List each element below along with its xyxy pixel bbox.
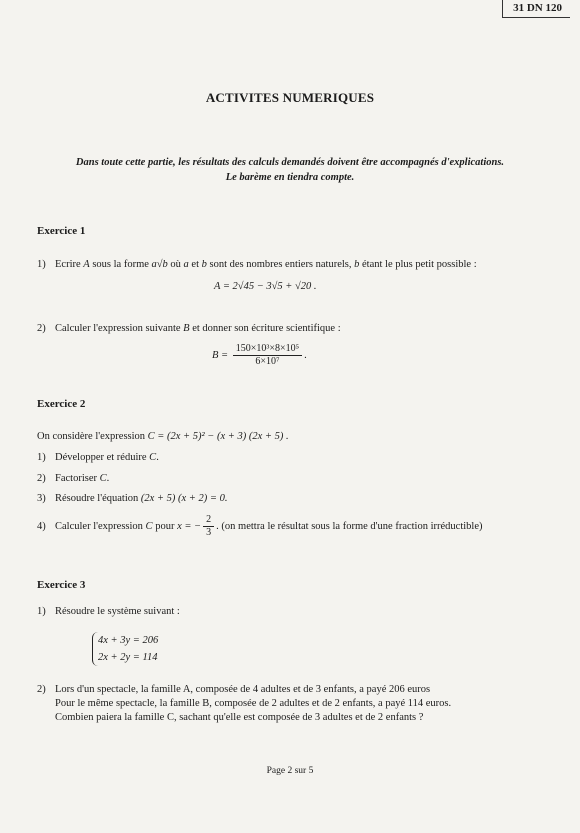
fraction-numerator: 2 <box>203 514 214 527</box>
ex3-question-2-line-3: Combien paiera la famille C, sachant qu'elle est composée de 3 adultes et de 2 enfants ? <box>55 712 424 723</box>
var-b: b <box>201 259 207 270</box>
ex1-formula-B <box>212 343 307 368</box>
fraction-denominator: 6×10⁷ <box>255 356 280 367</box>
ex2-question-4 <box>37 514 483 539</box>
question-number: 1) <box>37 452 46 463</box>
text: sous la forme <box>89 259 152 270</box>
fraction-denominator: 3 <box>206 527 212 538</box>
var-C: C <box>99 473 107 484</box>
page-number: Page 2 sur 5 <box>266 766 314 776</box>
fraction-B <box>233 343 302 368</box>
text: . (on mettra le résultat sous la forme d'une fraction irréductible) <box>216 520 483 532</box>
form-a-sqrt-b: a√b <box>151 259 168 270</box>
ex1-formula-A: A = 2√45 − 3√5 + √20 . <box>214 281 317 292</box>
expression-C: C = (2x + 5)² − (x + 3) (2x + 5) . <box>147 431 289 442</box>
text: et donner son écriture scientifique : <box>189 323 341 334</box>
var-A: A <box>83 259 90 270</box>
text: Ecrire <box>55 259 84 270</box>
question-number: 2) <box>37 323 46 334</box>
ex2-question-1 <box>37 452 159 463</box>
question-number: 1) <box>37 606 46 617</box>
text: pour <box>152 520 178 532</box>
text: sont des nombres entiers naturels, <box>206 259 355 270</box>
exam-code-box: 31 DN 120 <box>502 0 570 18</box>
equation-1: 4x + 3y = 206 <box>98 635 159 646</box>
var-C: C <box>149 452 157 463</box>
var-C: C <box>145 520 153 532</box>
page-title: ACTIVITES NUMERIQUES <box>205 90 375 105</box>
text: Lors d'un spectacle, la famille A, composée de 4 adultes et de 3 enfants, a payé 206 euros <box>55 684 431 695</box>
ex1-question-1 <box>37 259 477 270</box>
var-b: b <box>354 259 360 270</box>
ex2-question-3 <box>37 493 227 504</box>
text: On considère l'expression <box>37 431 148 442</box>
ex1-question-2 <box>37 323 341 334</box>
ex2-intro <box>37 431 289 442</box>
question-number: 2) <box>37 473 46 484</box>
text: . <box>304 349 307 361</box>
ex3-question-2 <box>37 684 430 695</box>
question-number: 2) <box>37 684 46 695</box>
exercise-1-title: Exercice 1 <box>37 225 86 237</box>
x-equals: x = − <box>177 520 202 532</box>
text: et <box>188 259 202 270</box>
var-B: B <box>183 323 190 334</box>
question-number: 3) <box>37 493 46 504</box>
question-number: 4) <box>37 520 46 532</box>
text: Factoriser <box>55 473 100 484</box>
equation-system <box>92 632 158 666</box>
text: Résoudre l'équation <box>55 493 141 504</box>
ex3-question-2-line-2: Pour le même spectacle, la famille B, composée de 2 adultes et de 2 enfants, a payé 114 euros. <box>55 698 452 709</box>
text: Résoudre le système suivant : <box>55 606 180 617</box>
text: étant le plus petit possible : <box>359 259 477 270</box>
formula-lhs: B = <box>212 349 229 361</box>
ex3-question-1 <box>37 606 180 617</box>
text: . <box>106 473 110 484</box>
text: Calculer l'expression <box>55 520 146 532</box>
ex2-question-2 <box>37 473 109 484</box>
equation: (2x + 5) (x + 2) = 0. <box>140 493 228 504</box>
exercise-2-title: Exercice 2 <box>37 398 86 410</box>
text: . <box>156 452 159 463</box>
fraction-x <box>203 514 214 539</box>
exercise-3-title: Exercice 3 <box>37 579 86 591</box>
text: où <box>167 259 184 270</box>
var-a: a <box>183 259 189 270</box>
fraction-numerator: 150×10³×8×10⁵ <box>233 343 302 356</box>
question-number: 1) <box>37 259 46 270</box>
text: Calculer l'expression suivante <box>55 323 184 334</box>
intro-line-2: Le barème en tiendra compte. <box>225 172 355 183</box>
intro-line-1: Dans toute cette partie, les résultats des calculs demandés doivent être accompagnés d'explications. <box>75 157 505 168</box>
equation-2: 2x + 2y = 114 <box>98 652 158 663</box>
text: Développer et réduire <box>55 452 150 463</box>
